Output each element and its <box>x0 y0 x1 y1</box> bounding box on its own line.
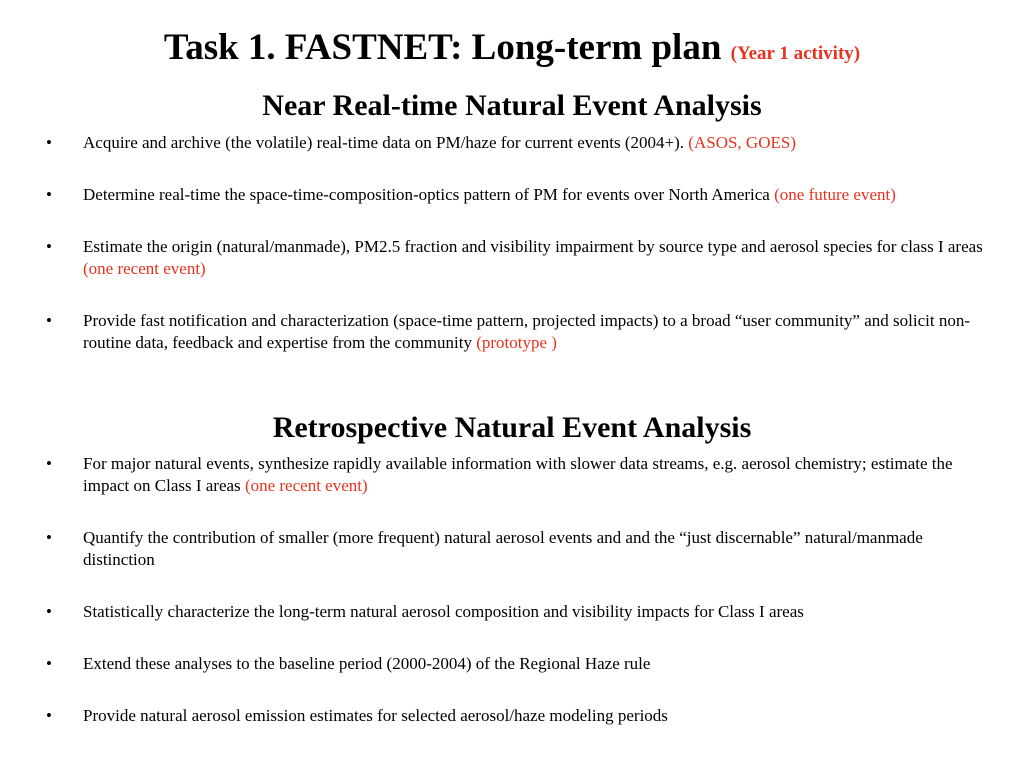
bullet-dot: • <box>46 528 52 547</box>
bullet-text: Extend these analyses to the baseline period (2000-2004) of the Regional Haze rule <box>83 654 651 673</box>
bullet-item <box>0 653 1024 675</box>
bullet-dot: • <box>46 602 52 621</box>
bullet-dot: • <box>46 454 52 473</box>
bullet-item <box>0 705 1024 727</box>
bullet-dot: • <box>46 654 52 673</box>
bullet-item <box>0 527 1024 571</box>
bullet-note: (prototype ) <box>476 333 557 352</box>
section-heading-retrospective: Retrospective Natural Event Analysis <box>272 411 752 444</box>
bullet-item <box>0 601 1024 623</box>
bullet-item <box>0 310 1024 354</box>
bullet-note: (one recent event) <box>244 476 368 495</box>
slide-title-main: Task 1. FASTNET: Long-term plan <box>163 27 722 68</box>
bullet-dot: • <box>46 311 52 330</box>
bullet-text: Provide natural aerosol emission estimates for selected aerosol/haze modeling periods <box>83 706 668 725</box>
bullet-text: Statistically characterize the long-term natural aerosol composition and visibility impacts for Class I areas <box>83 602 804 621</box>
bullet-item <box>0 453 1024 497</box>
bullet-dot: • <box>46 706 52 725</box>
bullet-item <box>0 184 1024 206</box>
bullet-dot: • <box>46 133 52 152</box>
bullet-text: Estimate the origin (natural/manmade), PM2.5 fraction and visibility impairment by source type and aerosol species for class I areas <box>83 237 983 256</box>
bullet-dot: • <box>46 237 52 256</box>
bullet-text: For major natural events, synthesize rapidly available information with slower data streams, e.g. aerosol chemistry; estimate the impact on Class I areas <box>83 454 953 495</box>
bullet-note: (one recent event) <box>83 259 206 278</box>
bullet-note: (one future event) <box>774 185 896 204</box>
slide-title-sub: (Year 1 activity) <box>730 43 861 64</box>
bullet-text: Provide fast notification and characterization (space-time pattern, projected impacts) to a broad “user community” and solicit non-routine data, feedback and expertise from the community <box>83 311 970 352</box>
slide-title <box>0 26 1024 76</box>
bullet-text: Quantify the contribution of smaller (more frequent) natural aerosol events and and the “just discernable” natural/manmade distinction <box>83 528 923 569</box>
section-heading-near-real-time: Near Real-time Natural Event Analysis <box>262 89 762 122</box>
bullet-list-near-real-time <box>0 132 1024 384</box>
bullet-item <box>0 236 1024 280</box>
bullet-text: Determine real-time the space-time-composition-optics pattern of PM for events over North America <box>83 185 770 204</box>
bullet-item <box>0 132 1024 154</box>
bullet-text: Acquire and archive (the volatile) real-time data on PM/haze for current events (2004+). <box>83 133 685 152</box>
bullet-dot: • <box>46 185 52 204</box>
bullet-list-retrospective <box>0 453 1024 757</box>
bullet-note: (ASOS, GOES) <box>688 133 796 152</box>
